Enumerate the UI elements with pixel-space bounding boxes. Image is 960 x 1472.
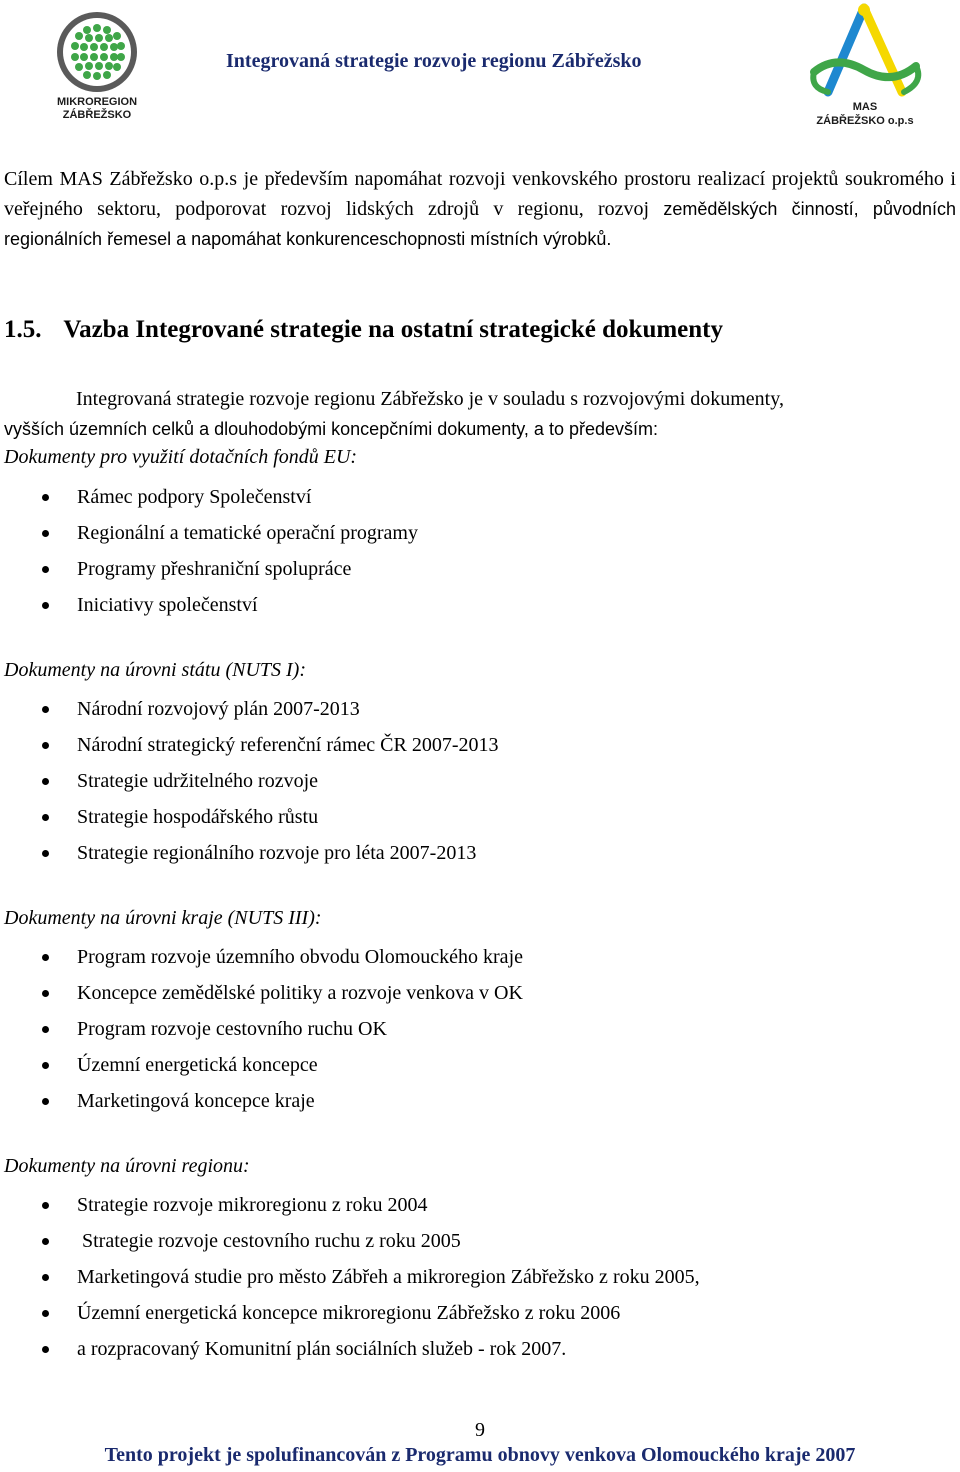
list-item: a rozpracovaný Komunitní plán sociálních služeb - rok 2007.: [0, 1331, 950, 1367]
bullet-icon: [42, 850, 49, 857]
list-item: Územní energetická koncepce mikroregionu Zábřežsko z roku 2006: [0, 1295, 950, 1331]
logo-left-line1: MIKROREGION: [56, 96, 138, 108]
bullet-icon: [42, 706, 49, 713]
bullet-icon: [42, 1062, 49, 1069]
bullet-icon: [42, 742, 49, 749]
section-title: Vazba Integrované strategie na ostatní strategické dokumenty: [63, 316, 723, 343]
bullet-icon: [42, 566, 49, 573]
bullet-icon: [42, 1238, 49, 1245]
list-item: Strategie rozvoje cestovního ruchu z roku 2005: [0, 1223, 950, 1259]
bullet-icon: [42, 990, 49, 997]
bullet-icon: [42, 494, 49, 501]
paragraph-line2: vyšších územních celků a dlouhodobými koncepčními dokumenty, a to především:: [4, 419, 658, 439]
group-label-region: Dokumenty na úrovni regionu:: [4, 1155, 250, 1177]
list-item: Koncepce zemědělské politiky a rozvoje venkova v OK: [0, 975, 950, 1011]
list-item: Rámec podpory Společenství: [0, 479, 950, 515]
intro-paragraph: [4, 164, 956, 254]
bullet-list-region: [0, 1187, 950, 1367]
page-number: 9: [475, 1419, 485, 1441]
list-item: Program rozvoje územního obvodu Olomouckého kraje: [0, 939, 950, 975]
globe-logo-icon: [42, 8, 152, 94]
logo-left-line2: ZÁBŘEŽSKO: [62, 109, 132, 121]
bullet-icon: [42, 530, 49, 537]
list-item: Strategie rozvoje mikroregionu z roku 2004: [0, 1187, 950, 1223]
list-item: Strategie hospodářského růstu: [0, 799, 950, 835]
list-item: Strategie regionálního rozvoje pro léta 2007-2013: [0, 835, 950, 871]
mikroregion-logo: [42, 8, 152, 128]
list-item: Iniciativy společenství: [0, 587, 950, 623]
strategy-paragraph: [4, 384, 956, 444]
list-item: Regionální a tematické operační programy: [0, 515, 950, 551]
bullet-icon: [42, 954, 49, 961]
bullet-icon: [42, 1310, 49, 1317]
paragraph-line1: Integrovaná strategie rozvoje regionu Zábřežsko je v souladu s rozvojovými dokumenty,: [76, 388, 784, 410]
bullet-icon: [42, 1202, 49, 1209]
bullet-icon: [42, 814, 49, 821]
logo-right-line1: MAS: [852, 101, 878, 113]
footer-text: Tento projekt je spolufinancován z Programu obnovy venkova Olomouckého kraje 2007: [104, 1444, 856, 1466]
group-label-state: Dokumenty na úrovni státu (NUTS I):: [4, 659, 306, 681]
bullet-icon: [42, 1346, 49, 1353]
list-item: Národní rozvojový plán 2007-2013: [0, 691, 950, 727]
bullet-icon: [42, 1098, 49, 1105]
list-item: Marketingová koncepce kraje: [0, 1083, 950, 1119]
bullet-icon: [42, 1026, 49, 1033]
bullet-list-kraj: [0, 939, 950, 1119]
list-item: Strategie udržitelného rozvoje: [0, 763, 950, 799]
list-item: Územní energetická koncepce: [0, 1047, 950, 1083]
bullet-list-state: [0, 691, 950, 871]
section-number: 1.5.: [4, 316, 42, 343]
intro-part2: zemědělských činností, původních regionálních řemesel a napomáhat konkurenceschopnosti místních výrobků.: [4, 199, 956, 249]
group-label-eu: Dokumenty pro využití dotačních fondů EU:: [4, 446, 358, 468]
list-item: Programy přeshraniční spolupráce: [0, 551, 950, 587]
bullet-icon: [42, 602, 49, 609]
section-heading: [4, 316, 723, 344]
bullet-icon: [42, 778, 49, 785]
bullet-icon: [42, 1274, 49, 1281]
group-label-kraj: Dokumenty na úrovni kraje (NUTS III):: [4, 907, 322, 929]
intro-part1: Cílem MAS Zábřežsko o.p.s je především napomáhat rozvoji venkovského prostoru realizací projektů soukromého i veřejného sektoru, podporovat rozvoj lidských zdrojů v regionu, rozvoj: [4, 168, 956, 220]
mas-a-logo-icon: [806, 2, 924, 102]
list-item: Program rozvoje cestovního ruchu OK: [0, 1011, 950, 1047]
list-item: Marketingová studie pro město Zábřeh a mikroregion Zábřežsko z roku 2005,: [0, 1259, 950, 1295]
header-title: Integrovaná strategie rozvoje regionu Zábřežsko: [226, 50, 642, 72]
logo-right-line2: ZÁBŘEŽSKO o.p.s: [816, 115, 914, 127]
list-item: Národní strategický referenční rámec ČR 2007-2013: [0, 727, 950, 763]
mas-logo: [806, 2, 924, 132]
bullet-list-eu: [0, 479, 950, 623]
